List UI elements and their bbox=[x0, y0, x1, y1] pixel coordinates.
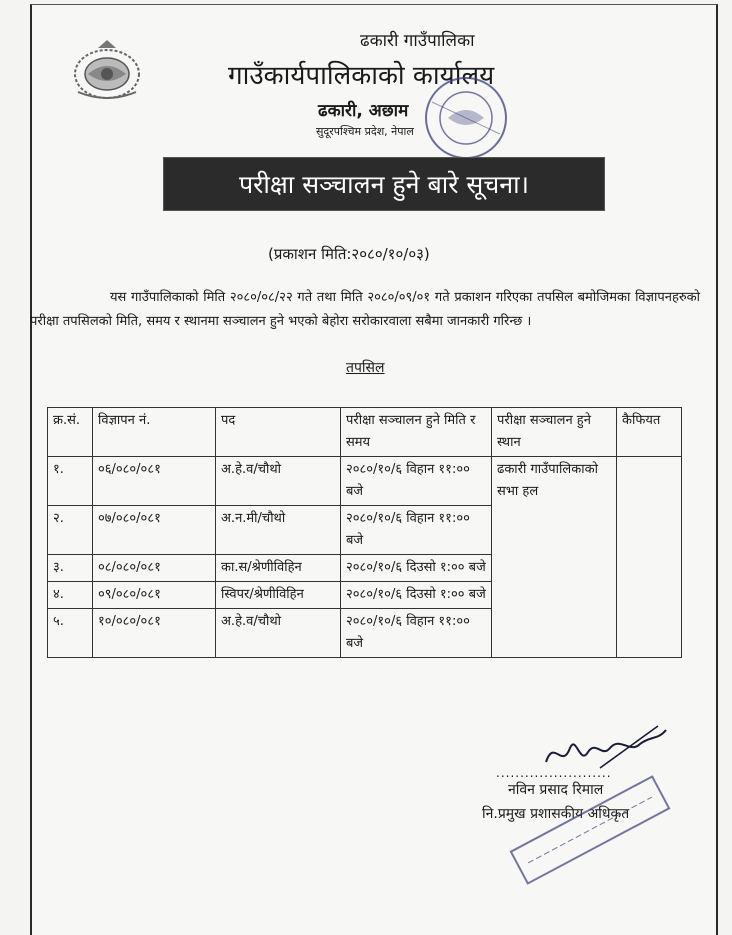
cell-post: अ.हे.व/चौथो bbox=[216, 457, 341, 506]
header-advert-no: विज्ञापन नं. bbox=[93, 408, 216, 457]
signatory-title: नि.प्रमुख प्रशासकीय अधिकृत bbox=[482, 806, 630, 822]
table-header-row bbox=[48, 408, 682, 457]
cell-venue: ढकारी गाउँपालिकाको सभा हल bbox=[492, 457, 617, 658]
cell-datetime: २०८०/१०/६ विहान ११:०० बजे bbox=[341, 506, 492, 555]
cell-datetime: २०८०/१०/६ विहान ११:०० बजे bbox=[341, 457, 492, 506]
notice-paragraph bbox=[30, 286, 700, 334]
province-name: सुदूरपश्चिम प्रदेश, नेपाल bbox=[316, 125, 414, 138]
table-row bbox=[48, 457, 682, 506]
cell-post: अ.न.मी/चौथो bbox=[216, 506, 341, 555]
header-datetime: परीक्षा सञ्चालन हुने मिति र समय bbox=[341, 408, 492, 457]
cell-datetime: २०८०/१०/६ विहान ११:०० बजे bbox=[341, 609, 492, 658]
cell-serial: ५. bbox=[48, 609, 93, 658]
header-post: पद bbox=[216, 408, 341, 457]
signature-line: ........................ bbox=[496, 766, 612, 780]
cell-advert-no: ०८/०८०/०८१ bbox=[93, 555, 216, 582]
cell-serial: ३. bbox=[48, 555, 93, 582]
signatory-name: नविन प्रसाद रिमाल bbox=[508, 782, 604, 798]
office-location: ढकारी, अछाम bbox=[318, 101, 409, 121]
cell-remarks bbox=[617, 457, 682, 658]
schedule-heading: तपसिल bbox=[346, 360, 385, 376]
cell-advert-no: ०६/०८०/०८१ bbox=[93, 457, 216, 506]
header-venue: परीक्षा सञ्चालन हुने स्थान bbox=[492, 408, 617, 457]
office-name: गाउँकार्यपालिकाको कार्यालय bbox=[228, 61, 495, 91]
header-remarks: कैफियत bbox=[617, 408, 682, 457]
cell-datetime: २०८०/१०/६ दिउसो १:०० बजे bbox=[341, 555, 492, 582]
exam-schedule-table bbox=[47, 407, 682, 658]
cell-serial: २. bbox=[48, 506, 93, 555]
municipality-name: ढकारी गाउँपालिका bbox=[360, 31, 475, 51]
header-serial: क्र.सं. bbox=[48, 408, 93, 457]
notice-title-banner bbox=[164, 158, 604, 210]
cell-advert-no: ०९/०८०/०८१ bbox=[93, 582, 216, 609]
notice-title: परीक्षा सञ्चालन हुने बारे सूचना। bbox=[238, 170, 530, 199]
cell-advert-no: १०/०८०/०८१ bbox=[93, 609, 216, 658]
cell-advert-no: ०७/०८०/०८१ bbox=[93, 506, 216, 555]
cell-post: का.स/श्रेणीविहिन bbox=[216, 555, 341, 582]
cell-serial: ४. bbox=[48, 582, 93, 609]
cell-post: स्विपर/श्रेणीविहिन bbox=[216, 582, 341, 609]
publication-date: (प्रकाशन मिति:२०८०/१०/०३) bbox=[268, 245, 430, 263]
official-stamp-icon bbox=[500, 770, 680, 890]
government-emblem-icon bbox=[70, 38, 144, 102]
cell-serial: १. bbox=[48, 457, 93, 506]
cell-post: अ.हे.व/चौथो bbox=[216, 609, 341, 658]
cell-datetime: २०८०/१०/६ दिउसो १:०० बजे bbox=[341, 582, 492, 609]
notice-paragraph-text: यस गाउँपालिकाको मिति २०८०/०८/२२ गते तथा मिति २०८०/०९/०१ गते प्रकाशन गरिएका तपसिल बमोजिमका विज्ञापनहरुको परीक्षा तपसिलको मिति, समय र स्थानमा सञ्चालन हुने भएको बेहोरा सरोकारवाला सबैमा जानकारी गरिन्छ । bbox=[30, 290, 700, 329]
office-stamp-icon bbox=[418, 72, 514, 164]
